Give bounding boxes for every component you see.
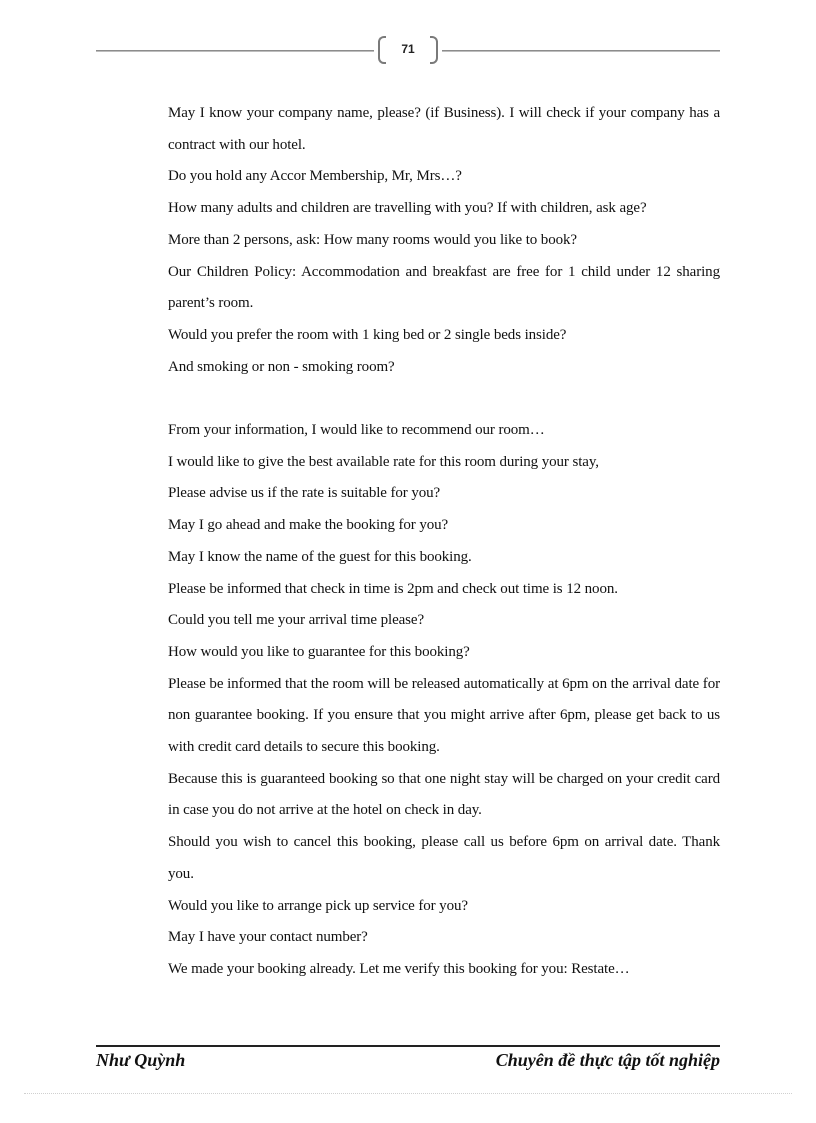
- paragraph-adults-children: How many adults and children are travelling with you? If with children, ask age?: [168, 200, 647, 217]
- paragraph-verify-booking: We made your booking already. Let me verify this booking for you: Restate…: [168, 960, 630, 977]
- paragraph-guest-name: May I know the name of the guest for this booking.: [168, 548, 472, 565]
- page-number: 71: [401, 42, 415, 56]
- paragraph-best-rate: I would like to give the best available rate for this room during your stay,: [168, 453, 599, 470]
- page-bottom-dotted-border: [24, 1093, 792, 1094]
- document-body: [168, 98, 720, 986]
- left-bracket-ornament: [378, 36, 386, 64]
- paragraph-smoking: And smoking or non - smoking room?: [168, 358, 395, 375]
- paragraph-cancel: Should you wish to cancel this booking, please call us before 6pm on arrival date. Thank you.: [168, 834, 720, 882]
- footer-title: Chuyên đề thực tập tốt nghiệp: [495, 1050, 720, 1070]
- footer-rule: [96, 1045, 720, 1047]
- paragraph-release-policy: Please be informed that the room will be released automatically at 6pm on the arrival date for non guarantee booking. If you ensure that you might arrive after 6pm, please get back to us with credit card details to secure this booking.: [168, 675, 720, 756]
- paragraph-membership: Do you hold any Accor Membership, Mr, Mrs…?: [168, 168, 462, 185]
- paragraph-go-ahead: May I go ahead and make the booking for you?: [168, 517, 449, 534]
- paragraph-contact-number: May I have your contact number?: [168, 929, 368, 946]
- right-bracket-ornament: [430, 36, 438, 64]
- page-header: [96, 34, 720, 68]
- paragraph-company-name: May I know your company name, please? (if Business). I will check if your company has a contract with our hotel.: [168, 105, 720, 153]
- paragraph-bed-type: Would you prefer the room with 1 king bed or 2 single beds inside?: [168, 326, 567, 343]
- paragraph-guarantee: How would you like to guarantee for this booking?: [168, 643, 470, 660]
- paragraph-arrival-time: Could you tell me your arrival time please?: [168, 612, 425, 629]
- paragraph-check-times: Please be informed that check in time is 2pm and check out time is 12 noon.: [168, 580, 618, 597]
- paragraph-recommend-room: From your information, I would like to recommend our room…: [168, 422, 545, 439]
- paragraph-guaranteed-charge: Because this is guaranteed booking so that one night stay will be charged on your credit card in case you do not arrive at the hotel on check in day.: [168, 770, 720, 819]
- paragraph-pick-up: Would you like to arrange pick up service for you?: [168, 897, 468, 914]
- header-rule-right: [442, 50, 720, 52]
- paragraph-children-policy: Our Children Policy: Accommodation and breakfast are free for 1 child under 12 sharing parent’s room.: [168, 263, 720, 312]
- header-rule-left: [96, 50, 374, 52]
- paragraph-rooms: More than 2 persons, ask: How many rooms would you like to book?: [168, 231, 577, 248]
- paragraph-rate-suitable: Please advise us if the rate is suitable for you?: [168, 485, 441, 502]
- footer-author: Như Quỳnh: [96, 1050, 186, 1070]
